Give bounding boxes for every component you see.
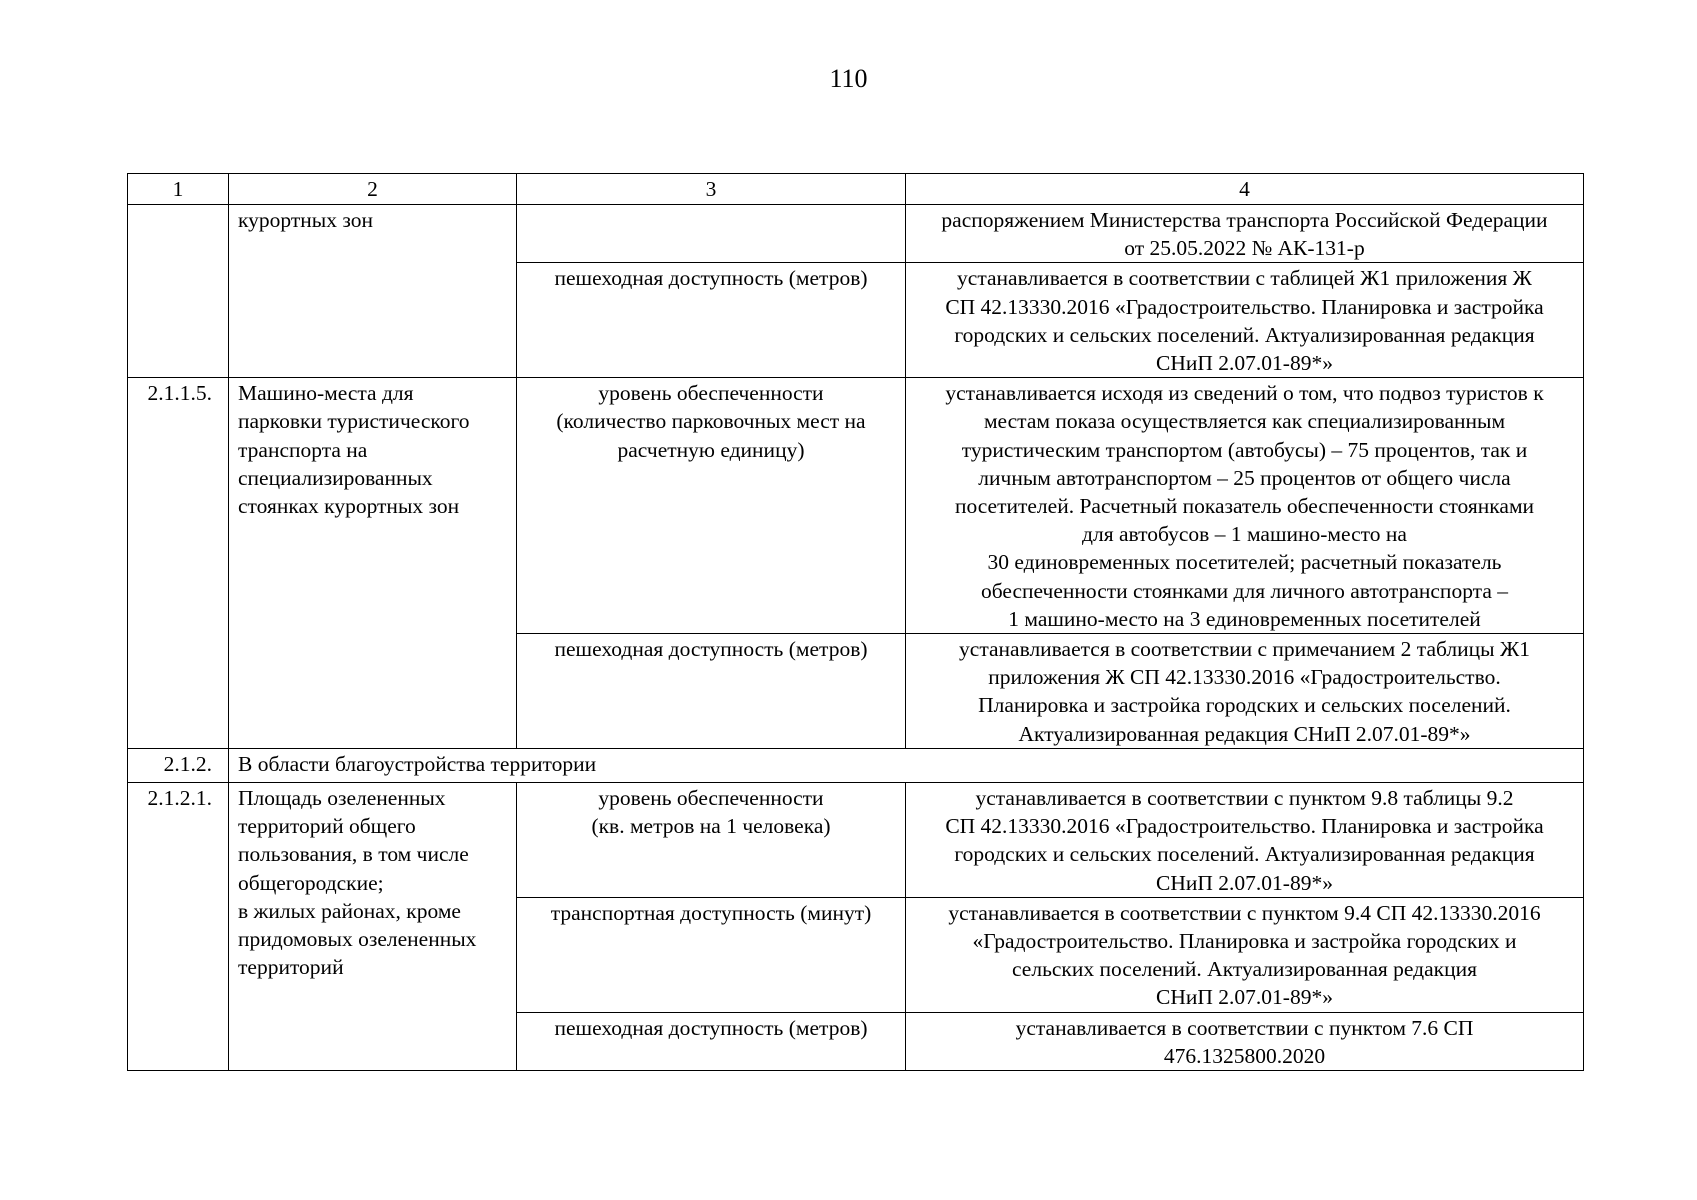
indicator-cell <box>517 263 906 378</box>
text-line: парковки туристического <box>238 409 470 434</box>
text-line: общегородские; <box>238 870 384 895</box>
text-line: расчетную единицу) <box>617 437 805 462</box>
text-line: Площадь озелененных <box>238 786 446 811</box>
text-line: СП 42.13330.2016 «Градостроительство. Планировка и застройка <box>945 814 1544 839</box>
text-line: приложения Ж СП 42.13330.2016 «Градостроительство. <box>988 665 1501 690</box>
number-cell: 2.1.1.5. <box>128 378 229 749</box>
text-line: 30 единовременных посетителей; расчетный показатель <box>987 550 1502 575</box>
text-line: туристическим транспортом (автобусы) – 75 процентов, так и <box>961 437 1528 462</box>
text-line: транспорта на <box>238 437 368 462</box>
text-line: от 25.05.2022 № АК-131-р <box>1124 236 1365 261</box>
text-line: специализированных <box>238 465 433 490</box>
text-line: городских и сельских поселений. Актуализированная редакция <box>954 842 1535 867</box>
text-line: сельских поселений. Актуализированная редакция <box>1012 957 1477 982</box>
value-cell <box>906 897 1584 1012</box>
page-number: 110 <box>829 64 868 93</box>
table-row-2-1-2-1 <box>128 783 1584 898</box>
text-line: СНиП 2.07.01-89*» <box>1156 985 1333 1010</box>
text-line: пешеходная доступность (метров) <box>554 637 868 662</box>
section-title-cell: В области благоустройства территории <box>229 749 1584 783</box>
value-cell <box>906 263 1584 378</box>
indicator-cell <box>517 897 906 1012</box>
header-cell-2: 2 <box>229 174 517 205</box>
text-line: территорий <box>238 955 344 980</box>
indicator-cell <box>517 378 906 634</box>
value-cell <box>906 1012 1584 1070</box>
text-line: транспортная доступность (минут) <box>550 900 872 925</box>
text-line: Актуализированная редакция СНиП 2.07.01-89*» <box>1018 721 1471 746</box>
indicator-cell <box>517 783 906 898</box>
header-cell-1: 1 <box>128 174 229 205</box>
text-line: стоянках курортных зон <box>238 494 460 519</box>
text-line: СНиП 2.07.01-89*» <box>1156 351 1333 376</box>
indicator-cell <box>517 1012 906 1070</box>
text-line: пешеходная доступность (метров) <box>554 266 868 291</box>
text-line: 1 машино-место на 3 единовременных посетителей <box>1008 606 1481 631</box>
text-line: пешеходная доступность (метров) <box>554 1015 868 1040</box>
table-row-2-1-1-5 <box>128 378 1584 634</box>
text-line: Машино-места для <box>238 381 414 406</box>
text-line: уровень обеспеченности <box>598 381 824 406</box>
text-line: уровень обеспеченности <box>598 786 824 811</box>
text-line: для автобусов – 1 машино-место на <box>1082 522 1407 547</box>
text-line: городских и сельских поселений. Актуализированная редакция <box>954 322 1535 347</box>
text-line: устанавливается в соответствии с пунктом 9.4 СП 42.13330.2016 <box>948 900 1541 925</box>
text-line: устанавливается в соответствии с пунктом 9.8 таблицы 9.2 <box>975 786 1514 811</box>
text-line: Планировка и застройка городских и сельских поселений. <box>978 693 1511 718</box>
text-line: личным автотранспортом – 25 процентов от общего числа <box>978 465 1511 490</box>
indicator-cell <box>517 205 906 263</box>
indicator-cell <box>517 634 906 749</box>
name-cell <box>229 205 517 378</box>
text-line: посетителей. Расчетный показатель обеспеченности стоянками <box>954 494 1535 519</box>
name-cell <box>229 378 517 749</box>
text-line: в жилых районах, кроме <box>238 898 461 923</box>
value-cell <box>906 634 1584 749</box>
text-line: устанавливается в соответствии с таблицей Ж1 приложения Ж <box>957 266 1532 291</box>
text-line: курортных зон <box>238 208 373 232</box>
number-cell: 2.1.2. <box>128 749 229 783</box>
header-cell-4: 4 <box>906 174 1584 205</box>
text-line: устанавливается в соответствии с пунктом 7.6 СП <box>1015 1015 1474 1040</box>
text-line: 476.1325800.2020 <box>1163 1044 1326 1069</box>
text-line: местам показа осуществляется как специализированным <box>983 409 1506 434</box>
text-line: устанавливается в соответствии с примечанием 2 таблицы Ж1 <box>959 637 1530 662</box>
text-line: распоряжением Министерства транспорта Российской Федерации <box>941 208 1548 232</box>
table-header-row <box>128 174 1584 205</box>
name-cell <box>229 783 517 1071</box>
text-line: пользования, в том числе <box>238 842 469 867</box>
text-line: территорий общего <box>238 814 416 839</box>
text-line: устанавливается исходя из сведений о том, что подвоз туристов к <box>945 381 1544 406</box>
text-line: обеспеченности стоянками для личного автотранспорта – <box>981 578 1508 603</box>
text-line: «Градостроительство. Планировка и застройка городских и <box>972 929 1517 954</box>
standards-table <box>127 173 1584 1071</box>
text-line: (количество парковочных мест на <box>556 409 866 434</box>
value-cell <box>906 205 1584 263</box>
text-line: СП 42.13330.2016 «Градостроительство. Планировка и застройка <box>945 294 1544 319</box>
table-row-continuation <box>128 205 1584 263</box>
number-cell: 2.1.2.1. <box>128 783 229 1071</box>
text-line: (кв. метров на 1 человека) <box>591 814 831 839</box>
number-cell <box>128 205 229 378</box>
table-row-2-1-2 <box>128 749 1584 783</box>
header-cell-3: 3 <box>517 174 906 205</box>
value-cell <box>906 783 1584 898</box>
text-line: СНиП 2.07.01-89*» <box>1156 870 1333 895</box>
text-line: придомовых озелененных <box>238 927 477 952</box>
value-cell <box>906 378 1584 634</box>
